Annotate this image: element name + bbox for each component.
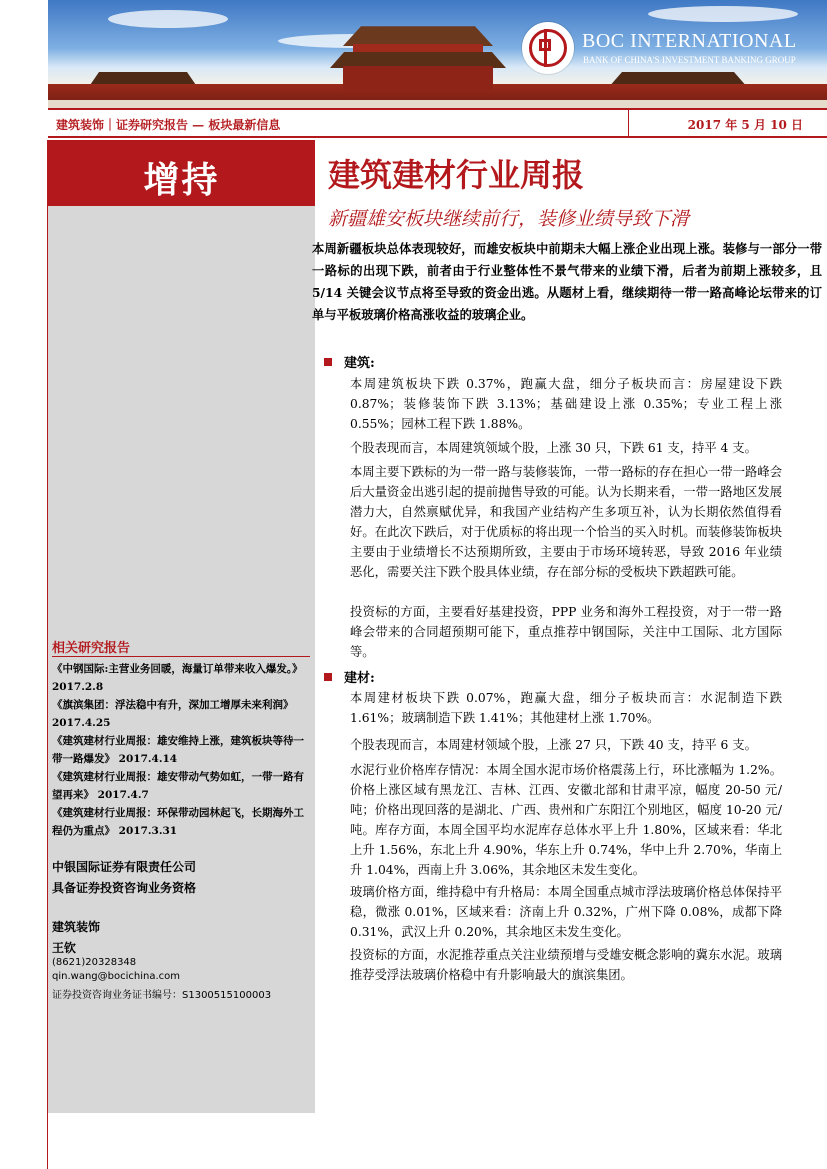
info-bar bbox=[48, 108, 827, 138]
rating-box bbox=[48, 140, 315, 206]
related-reports-title: 相关研究报告 bbox=[52, 641, 131, 656]
related-reports-divider bbox=[52, 656, 310, 657]
report-date: 2017 年 5 月 10 日 bbox=[687, 118, 803, 132]
palace-terrace bbox=[48, 100, 827, 108]
paragraph: 本周建筑板块下跌 0.37%，跑赢大盘，细分子板块而言：房屋建设下跌 0.87%；装修装饰下跌 3.13%；基础建设上涨 0.35%；专业工程上涨 0.55%；园林工程下跌 1.88%。 bbox=[350, 377, 782, 431]
analyst-sector: 建筑装饰 bbox=[52, 920, 101, 934]
report-subtitle: 新疆雄安板块继续前行，装修业绩导致下滑 bbox=[328, 208, 690, 230]
summary-paragraph: 本周新疆板块总体表现较好，而雄安板块中前期未大幅上涨企业出现上涨。装修与一部分一带一路标的出现下跌，前者由于行业整体性不景气带来的业绩下滑，后者为前期上涨较多，且 5/14 关键会议节点将至导致的资金出逃。从题材上看，继续期待一带一路高峰论坛带来的订单与平板玻璃价格高涨收益的玻璃企业。 bbox=[312, 241, 822, 322]
analyst-license: 证券投资咨询业务证书编号：S1300515100003 bbox=[52, 990, 272, 1001]
analyst-name: 王钦 bbox=[52, 941, 77, 955]
palace-roof bbox=[343, 24, 493, 46]
paragraph: 水泥行业价格库存情况：本周全国水泥市场价格震荡上行，环比涨幅为 1.2%。价格上涨区域有黑龙江、吉林、江西、安徽北部和甘肃平凉，幅度 20-50 元/吨；价格出现回落的是湖北、广西、贵州和广东阳江个别地区，幅度 10-20 元/吨。库存方面，本周全国平均水泥库存总体水平上升 1.80%，区域来看：华北上升 1.56%，东北上升 4.90%，华东上升 0.74%，华中上升 2.70%，华南上升 1.04%，西南上升 3.06%，其余地区未发生变化。 bbox=[350, 763, 782, 877]
report-title: 建筑建材行业周报 bbox=[328, 156, 585, 194]
bullet-square-icon bbox=[324, 673, 332, 681]
rating-label: 增持 bbox=[143, 160, 220, 201]
header-banner bbox=[48, 0, 827, 108]
paragraph: 投资标的方面，水泥推荐重点关注业绩预增与受雄安概念影响的冀东水泥。玻璃推荐受浮法玻璃价格稳中有升影响最大的旗滨集团。 bbox=[350, 948, 782, 982]
related-report-item[interactable]: 《建筑建材行业周报：环保带动园林起飞，长期海外工程仍为重点》 2017.3.31 bbox=[52, 807, 304, 837]
paragraph: 个股表现而言，本周建筑领域个股，上涨 30 只，下跌 61 支，持平 4 支。 bbox=[350, 441, 757, 455]
section-heading-construction: 建筑: bbox=[324, 352, 375, 371]
company-name: 中银国际证券有限责任公司 bbox=[52, 860, 197, 874]
analyst-email[interactable]: qin.wang@bocichina.com bbox=[52, 971, 180, 982]
paragraph: 个股表现而言，本周建材领域个股，上涨 27 只，下跌 40 支，持平 6 支。 bbox=[350, 738, 757, 752]
cloud-shape bbox=[648, 6, 798, 22]
info-bar-divider bbox=[628, 108, 629, 138]
related-report-item[interactable]: 《中钢国际:主营业务回暖，海量订单带来收入爆发。》 2017.2.8 bbox=[52, 663, 303, 693]
paragraph: 本周主要下跌标的为一带一路与装修装饰，一带一路标的存在担心一带一路峰会后大量资金出逃引起的提前抛售导致的可能。认为长期来看，一带一路地区发展潜力大，自然禀赋优异，和我国产业结构产生多项互补，认为长期依然值得看好。在此次下跌后，对于优质标的将出现一个恰当的买入时机。而装修装饰板块主要由于业绩增长不达预期所致，主要由于市场环境转恶，导致 2016 年业绩恶化，需要关注下跌个股具体业绩，存在部分标的受板块下跌超跌可能。 bbox=[350, 465, 782, 579]
brand-name: BOC INTERNATIONAL bbox=[582, 30, 797, 52]
paragraph: 投资标的方面，主要看好基建投资，PPP 业务和海外工程投资，对于一带一路峰会带来的合同超预期可能下，重点推荐中钢国际，关注中工国际、北方国际等。 bbox=[350, 605, 782, 659]
cloud-shape bbox=[108, 10, 228, 28]
palace-hall-lower bbox=[343, 66, 493, 90]
related-report-item[interactable]: 《建筑建材行业周报：雄安带动气势如虹，一带一路有望再来》 2017.4.7 bbox=[52, 771, 304, 801]
boc-logo-icon bbox=[522, 22, 574, 74]
related-report-item[interactable]: 《旗滨集团：浮法稳中有升，深加工增厚未来利润》 2017.4.25 bbox=[52, 699, 294, 729]
section-heading-materials: 建材: bbox=[324, 667, 375, 686]
paragraph: 玻璃价格方面，维持稳中有升格局：本周全国重点城市浮法玻璃价格总体保持平稳，微涨 0.01%，区域来看：济南上升 0.32%，广州下降 0.08%，成都下降 0.31%，武汉上升 0.20%，其余地区未发生变化。 bbox=[350, 885, 782, 939]
breadcrumb: 建筑装饰｜证券研究报告 — 板块最新信息 bbox=[56, 118, 281, 132]
company-qualification: 具备证券投资咨询业务资格 bbox=[52, 881, 197, 895]
paragraph: 本周建材板块下跌 0.07%，跑赢大盘，细分子板块而言：水泥制造下跌 1.61%；玻璃制造下跌 1.41%；其他建材上涨 1.70%。 bbox=[350, 691, 782, 725]
bullet-square-icon bbox=[324, 358, 332, 366]
brand-tagline: BANK OF CHINA'S INVESTMENT BANKING GROUP bbox=[583, 55, 796, 65]
related-report-item[interactable]: 《建筑建材行业周报：雄安维持上涨，建筑板块等待一带一路爆发》 2017.4.14 bbox=[52, 735, 304, 765]
analyst-phone: (8621)20328348 bbox=[52, 957, 137, 968]
